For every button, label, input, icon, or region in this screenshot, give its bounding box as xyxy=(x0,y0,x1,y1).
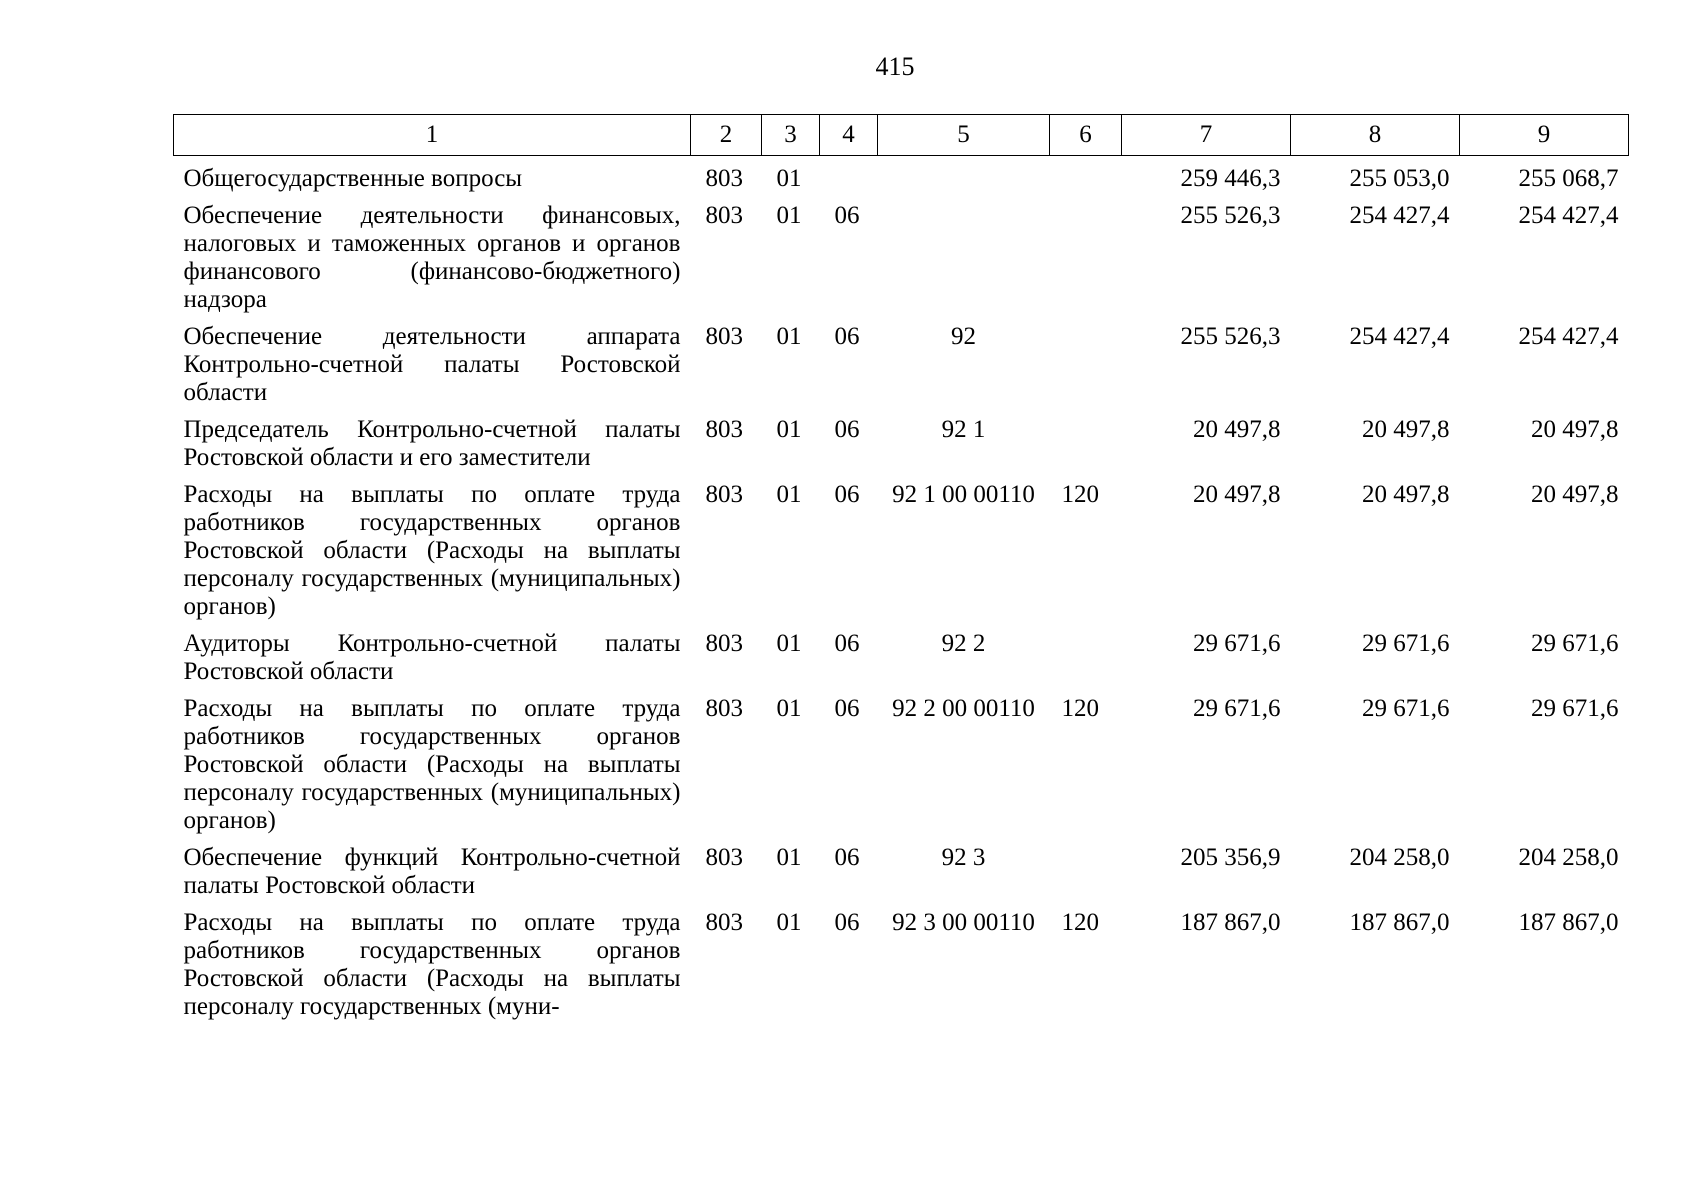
row-description: Расходы на выплаты по оплате труда работников государственных органов Ростовской области (Расходы на выплаты персоналу государственных (муниципальных) органов) xyxy=(183,695,681,834)
table-row xyxy=(174,472,1629,621)
header-col-8: 8 xyxy=(1291,115,1460,156)
row-ministry-code: 803 xyxy=(705,844,743,871)
row-ministry-code: 803 xyxy=(705,416,743,443)
row-target-article-code: 92 1 xyxy=(941,416,986,443)
table-row xyxy=(174,407,1629,472)
header-col-2: 2 xyxy=(691,115,762,156)
row-amount-col-7: 205 356,9 xyxy=(1180,844,1281,871)
row-section-code: 01 xyxy=(776,165,802,192)
table-header xyxy=(174,115,1629,156)
row-amount-col-9: 20 497,8 xyxy=(1531,416,1619,443)
row-amount-col-9: 20 497,8 xyxy=(1531,481,1619,508)
row-description: Расходы на выплаты по оплате труда работников государственных органов Ростовской области (Расходы на выплаты персоналу государственных (муни- xyxy=(183,909,681,1020)
row-target-article-code: 92 1 00 00110 xyxy=(892,481,1035,508)
budget-table xyxy=(173,114,1629,1021)
header-col-7: 7 xyxy=(1122,115,1291,156)
row-amount-col-7: 29 671,6 xyxy=(1193,630,1281,657)
row-target-article-code: 92 2 xyxy=(941,630,986,657)
row-amount-col-8: 20 497,8 xyxy=(1362,416,1450,443)
row-subsection-code: 06 xyxy=(834,323,860,350)
row-amount-col-8: 254 427,4 xyxy=(1349,323,1450,350)
row-amount-col-7: 259 446,3 xyxy=(1180,165,1281,192)
row-expense-type-code xyxy=(1050,835,1122,900)
row-expense-type-code: 120 xyxy=(1061,695,1099,722)
row-description: Обеспечение функций Контрольно-счетной палаты Ростовской области xyxy=(183,844,681,899)
table-row xyxy=(174,686,1629,835)
header-row xyxy=(174,115,1629,156)
row-target-article-code: 92 3 xyxy=(941,844,986,871)
row-amount-col-8: 20 497,8 xyxy=(1362,481,1450,508)
row-subsection-code: 06 xyxy=(834,909,860,936)
row-section-code: 01 xyxy=(776,909,802,936)
row-amount-col-7: 255 526,3 xyxy=(1180,202,1281,229)
row-amount-col-8: 255 053,0 xyxy=(1349,165,1450,192)
row-expense-type-code: 120 xyxy=(1061,481,1099,508)
table-row xyxy=(174,835,1629,900)
row-ministry-code: 803 xyxy=(705,323,743,350)
header-col-9: 9 xyxy=(1460,115,1629,156)
row-description: Обеспечение деятельности аппарата Контрольно-счетной палаты Ростовской области xyxy=(183,323,681,406)
row-expense-type-code: 120 xyxy=(1061,909,1099,936)
header-col-4: 4 xyxy=(820,115,878,156)
row-section-code: 01 xyxy=(776,416,802,443)
table-row xyxy=(174,900,1629,1021)
row-amount-col-8: 204 258,0 xyxy=(1349,844,1450,871)
row-target-article-code: 92 2 00 00110 xyxy=(892,695,1035,722)
row-section-code: 01 xyxy=(776,630,802,657)
row-amount-col-7: 255 526,3 xyxy=(1180,323,1281,350)
header-col-6: 6 xyxy=(1050,115,1122,156)
row-amount-col-8: 254 427,4 xyxy=(1349,202,1450,229)
row-amount-col-8: 29 671,6 xyxy=(1362,630,1450,657)
row-target-article-code: 92 3 00 00110 xyxy=(892,909,1035,936)
row-description: Аудиторы Контрольно-счетной палаты Ростовской области xyxy=(183,630,681,685)
row-subsection-code: 06 xyxy=(834,481,860,508)
row-subsection-code: 06 xyxy=(834,202,860,229)
row-expense-type-code xyxy=(1050,407,1122,472)
row-amount-col-9: 29 671,6 xyxy=(1531,695,1619,722)
row-description: Общегосударственные вопросы xyxy=(183,165,523,192)
row-subsection-code: 06 xyxy=(834,695,860,722)
row-amount-col-9: 29 671,6 xyxy=(1531,630,1619,657)
row-ministry-code: 803 xyxy=(705,909,743,936)
row-amount-col-7: 187 867,0 xyxy=(1180,909,1281,936)
row-expense-type-code xyxy=(1050,621,1122,686)
row-description: Председатель Контрольно-счетной палаты Ростовской области и его заместители xyxy=(183,416,681,471)
row-expense-type-code xyxy=(1050,156,1122,194)
table-row xyxy=(174,156,1629,194)
row-expense-type-code xyxy=(1050,193,1122,314)
table-row xyxy=(174,193,1629,314)
row-amount-col-9: 254 427,4 xyxy=(1518,202,1619,229)
row-description: Обеспечение деятельности финансовых, налоговых и таможенных органов и органов финансового (финансово-бюджетного) надзора xyxy=(183,202,681,313)
row-section-code: 01 xyxy=(776,844,802,871)
row-amount-col-9: 204 258,0 xyxy=(1518,844,1619,871)
row-amount-col-9: 255 068,7 xyxy=(1518,165,1619,192)
row-target-article-code xyxy=(878,156,1050,194)
row-amount-col-8: 29 671,6 xyxy=(1362,695,1450,722)
header-col-5: 5 xyxy=(878,115,1050,156)
row-description: Расходы на выплаты по оплате труда работников государственных органов Ростовской области (Расходы на выплаты персоналу государственных (муниципальных) органов) xyxy=(183,481,681,620)
row-subsection-code xyxy=(820,156,878,194)
row-section-code: 01 xyxy=(776,323,802,350)
row-subsection-code: 06 xyxy=(834,630,860,657)
row-target-article-code xyxy=(878,193,1050,314)
row-amount-col-7: 20 497,8 xyxy=(1193,416,1281,443)
row-ministry-code: 803 xyxy=(705,695,743,722)
row-target-article-code: 92 xyxy=(951,323,976,350)
row-section-code: 01 xyxy=(776,202,802,229)
row-subsection-code: 06 xyxy=(834,844,860,871)
row-ministry-code: 803 xyxy=(705,481,743,508)
row-amount-col-7: 20 497,8 xyxy=(1193,481,1281,508)
row-subsection-code: 06 xyxy=(834,416,860,443)
row-ministry-code: 803 xyxy=(705,630,743,657)
row-amount-col-7: 29 671,6 xyxy=(1193,695,1281,722)
header-col-1: 1 xyxy=(174,115,691,156)
table-row xyxy=(174,314,1629,407)
page-number: 415 xyxy=(875,52,915,81)
row-amount-col-9: 254 427,4 xyxy=(1518,323,1619,350)
table-row xyxy=(174,621,1629,686)
header-col-3: 3 xyxy=(762,115,820,156)
row-expense-type-code xyxy=(1050,314,1122,407)
row-section-code: 01 xyxy=(776,481,802,508)
row-ministry-code: 803 xyxy=(705,202,743,229)
row-amount-col-9: 187 867,0 xyxy=(1518,909,1619,936)
row-ministry-code: 803 xyxy=(705,165,743,192)
row-section-code: 01 xyxy=(776,695,802,722)
row-amount-col-8: 187 867,0 xyxy=(1349,909,1450,936)
table-body xyxy=(174,156,1629,1022)
